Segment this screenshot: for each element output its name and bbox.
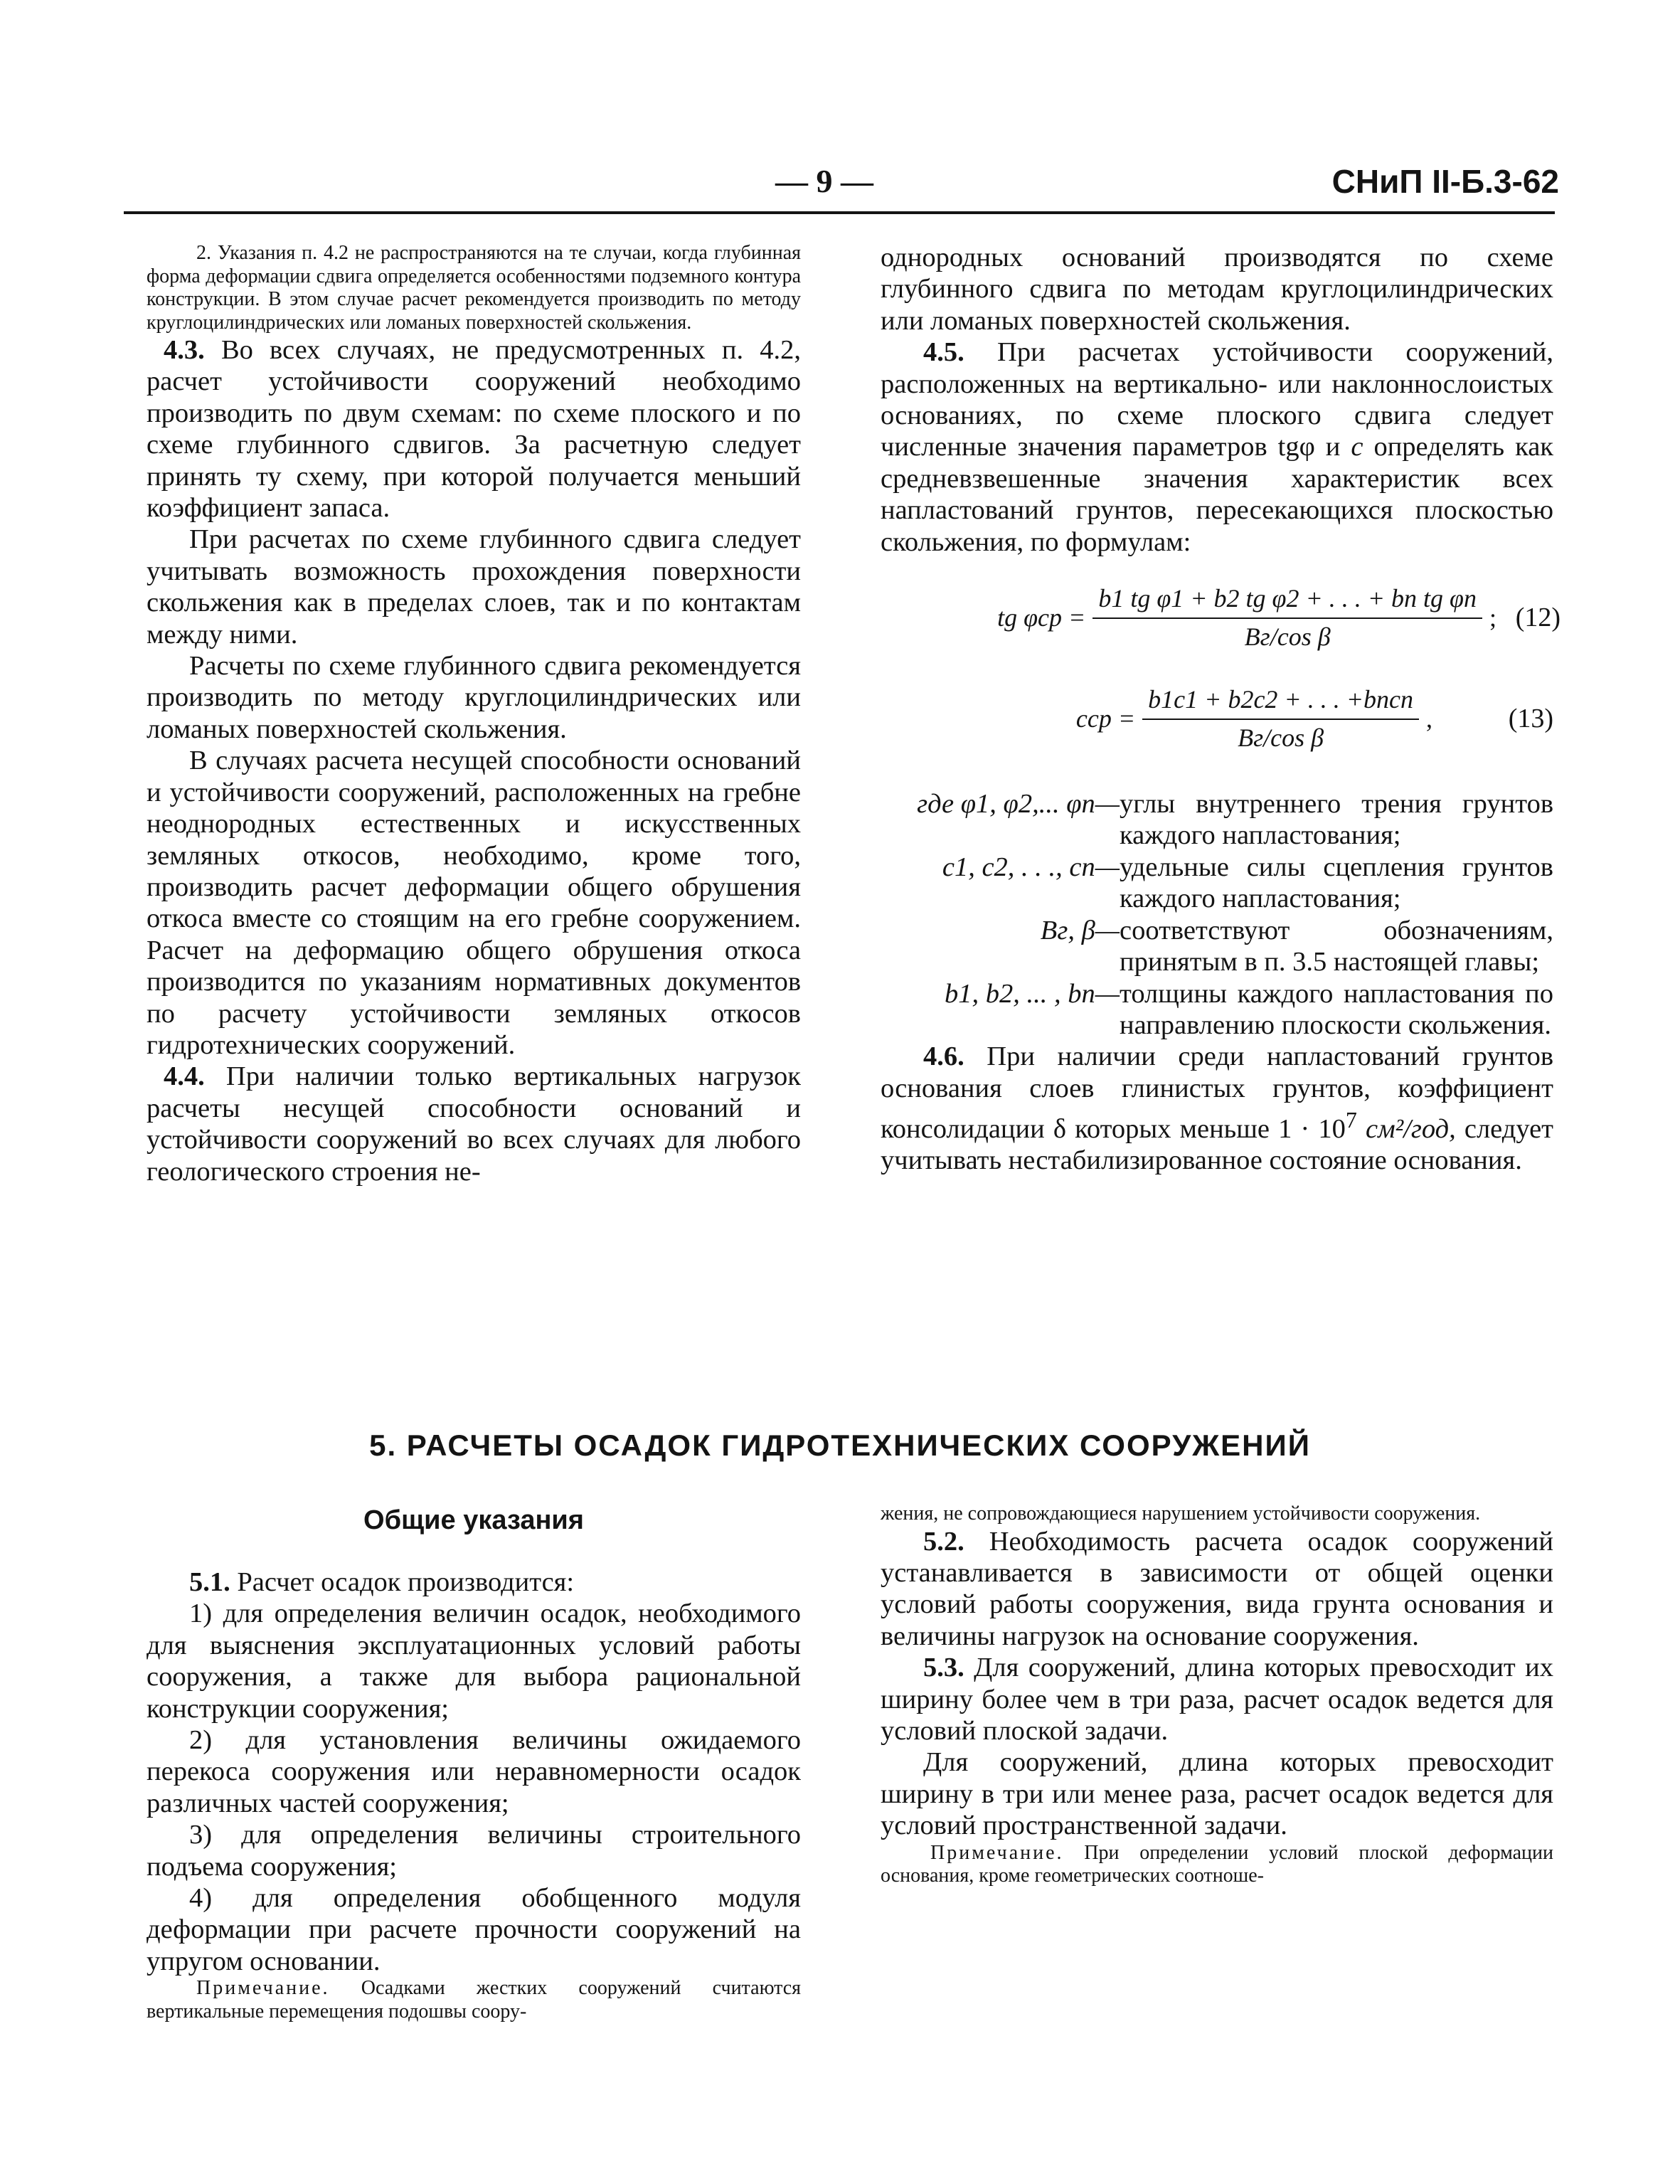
header-rule [124, 211, 1555, 214]
symbol-definitions [881, 788, 1553, 1041]
note-continuation: жения, не сопровождающиеся нарушением устойчивости сооружения. [881, 1502, 1481, 1525]
definition-text: удельные силы сцепления грунтов каждого напластования; [1120, 852, 1553, 914]
formula-denominator: Bг/cos β [1238, 723, 1324, 753]
list-item: 1) для определения величин осадок, необходимого для выяснения эксплуатационных условий работы сооружения, а также для выбора рациональной конструкции сооружения; [147, 1599, 801, 1724]
formula-fraction [1142, 684, 1419, 753]
definition-symbol: Bг, β— [1040, 915, 1120, 945]
formula-punctuation: ; [1489, 603, 1496, 632]
clause-number: 5.2. [923, 1526, 964, 1557]
formula-12 [881, 583, 1561, 652]
page-number: — 9 — [775, 163, 873, 199]
paragraph: Расчеты по схеме глубинного сдвига рекомендуется производить по методу круглоцилиндрических или ломаных поверхностей скольжения. [147, 651, 801, 744]
paragraph: однородных оснований производятся по схеме глубинного сдвига по методам круглоцилиндрических или ломаных поверхностей скольжения. [881, 243, 1553, 336]
clause-number: 4.6. [923, 1041, 964, 1072]
formula-lhs: tg φср = [997, 603, 1086, 632]
equation-number: (12) [1515, 603, 1561, 633]
note-label: Примечание. [196, 1977, 330, 2000]
definition-text: углы внутреннего трения грунтов каждого напластования; [1120, 789, 1553, 851]
clause-number: 4.4. [164, 1061, 205, 1092]
section-heading: 5. РАСЧЕТЫ ОСАДОК ГИДРОТЕХНИЧЕСКИХ СООРУЖЕНИЙ [369, 1428, 1311, 1462]
definition-symbol: b1, b2, ... , bn— [945, 978, 1120, 1009]
paragraph-5-3: 5.3. Для сооружений, длина которых превосходит их ширину более чем в три раза, расчет осадок ведется для условий плоской задачи. [881, 1653, 1553, 1746]
paragraph-4-6: 4.6. При наличии среди напластований грунтов основания слоев глинистых грунтов, коэффициент консолидации δ которых меньше $1 \cdot 10^7$ см²/год, следует учитывать нестабилизированное состояние основания. [881, 1041, 1553, 1176]
formula-13 [881, 684, 1553, 753]
definition-symbol: c1, c2, . . ., cn— [942, 852, 1120, 882]
list-item: 3) для определения величины строительного подъема сооружения; [147, 1820, 801, 1882]
paragraph-4-4: 4.4. При наличии только вертикальных нагрузок расчеты несущей способности оснований и устойчивости сооружений во всех случаях для любого геологического строения не- [147, 1061, 801, 1187]
paragraph-4-3: 4.3. Во всех случаях, не предусмотренных п. 4.2, расчет устойчивости сооружений необходимо производить по двум схемам: по схеме плоского и по схеме глубинного сдвигов. За расчетную следует принять ту схему, при которой получается меньший коэффициент запаса. [147, 335, 801, 524]
paragraph-4-5: 4.5. При расчетах устойчивости сооружений, расположенных на вертикально- или наклоннослоистых основаниях, по схеме плоского сдвига следует численные значения параметров tgφ и c определять как средневзвешенные значения характеристик всех напластований грунтов, пересекающихся плоскостью скольжения, по формулам: [881, 337, 1554, 557]
paragraph-5-2: 5.2. Необходимость расчета осадок сооружений устанавливается в зависимости от общей оценки условий работы сооружения, вида грунта основания и величины нагрузок на основание сооружения. [881, 1526, 1553, 1651]
left-column-top [147, 242, 801, 1187]
note-paragraph: 2. Указания п. 4.2 не распространяются на те случаи, когда глубинная форма деформации сдвига определяется особенностями подземного контура конструкции. В этом случае расчет рекомендуется производить по методу круглоцилиндрических или ломаных поверхностей скольжения. [147, 242, 801, 334]
formula-denominator: Bг/cos β [1244, 622, 1331, 652]
note-paragraph: Примечание. Осадками жестких сооружений считаются вертикальные перемещения подошвы соору- [147, 1977, 801, 2023]
clause-number: 4.3. [164, 335, 205, 365]
subsection-heading: Общие указания [363, 1505, 584, 1535]
definition-text: толщины каждого напластования по направлению плоскости скольжения. [1120, 978, 1553, 1040]
formula-lhs: cср = [1075, 704, 1136, 733]
formula-numerator: b1 tg φ1 + b2 tg φ2 + . . . + bn tg φn [1092, 583, 1482, 619]
left-column-bottom [147, 1502, 801, 2023]
paragraph: Для сооружений, длина которых превосходит ширину в три или менее раза, расчет осадок ведется для условий пространственной задачи. [881, 1747, 1553, 1841]
clause-number: 5.1. [189, 1567, 230, 1597]
note-paragraph: Примечание. При определении условий плоской деформации основания, кроме геометрических соотноше- [881, 1841, 1553, 1887]
definition-text: соответствуют обозначениям, принятым в п. 3.5 настоящей главы; [1120, 915, 1553, 977]
paragraph-5-1: 5.1. Расчет осадок производится: [189, 1567, 575, 1597]
paragraph: При расчетах по схеме глубинного сдвига следует учитывать возможность прохождения поверхности скольжения как в пределах слоев, так и по контактам между ними. [147, 524, 801, 650]
definition-symbol: где φ1, φ2,... φn— [917, 789, 1120, 820]
right-column-bottom [881, 1502, 1553, 1888]
formula-fraction [1092, 583, 1482, 652]
list-item: 4) для определения обобщенного модуля деформации при расчете прочности сооружений на упругом основании. [147, 1883, 801, 1976]
right-column-top [881, 242, 1561, 1177]
list-item: 2) для установления величины ожидаемого перекоса сооружения или неравномерности осадок различных частей сооружения; [147, 1725, 801, 1818]
paragraph: В случаях расчета несущей способности оснований и устойчивости сооружений, расположенных на гребне неоднородных естественных и искусственных земляных откосов, необходимо, кроме того, производить расчет деформации общего обрушения откоса вместе со стоящим на его гребне сооружением. Расчет на деформацию общего обрушения откоса производится по указаниям нормативных документов по расчету устойчивости земляных откосов гидротехнических сооружений. [147, 746, 801, 1060]
equation-number: (13) [1508, 704, 1553, 734]
clause-number: 4.5. [923, 337, 964, 368]
formula-numerator: b1c1 + b2c2 + . . . +bncn [1142, 684, 1419, 720]
formula-punctuation: , [1426, 704, 1432, 733]
document-code: СНиП II-Б.3-62 [1331, 163, 1559, 200]
note-label: Примечание. [930, 1841, 1064, 1864]
clause-number: 5.3. [923, 1653, 964, 1683]
